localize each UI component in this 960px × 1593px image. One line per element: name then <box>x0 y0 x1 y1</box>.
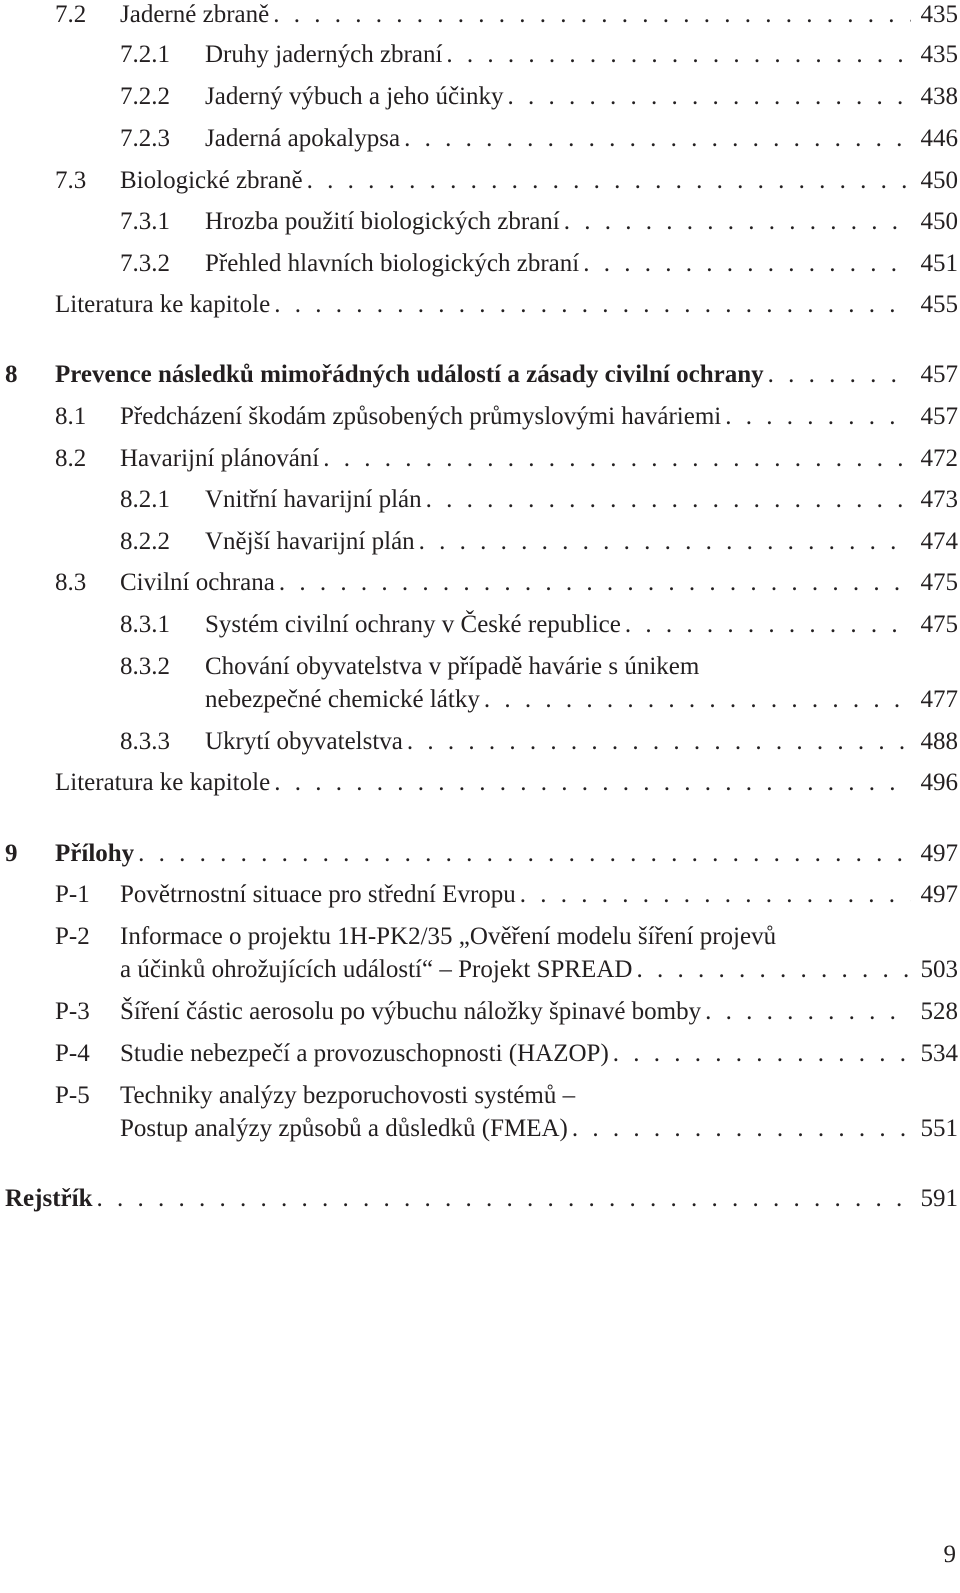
toc-title: Systém civilní ochrany v České republice <box>205 611 621 638</box>
toc-title: Jaderný výbuch a jeho účinky <box>205 83 504 110</box>
dot-leader <box>632 953 910 986</box>
toc-page: 450 <box>920 167 958 194</box>
dot-leader <box>275 566 911 599</box>
dot-leader <box>270 288 910 321</box>
toc-page: 450 <box>920 208 958 235</box>
dot-leader <box>568 1112 911 1145</box>
toc-number: 8.3.1 <box>120 611 170 638</box>
toc-number: 7.3.1 <box>120 208 170 235</box>
toc-number: 8.3.2 <box>120 653 170 680</box>
toc-title: Povětrnostní situace pro střední Evropu <box>120 881 516 908</box>
page-number: 9 <box>943 1541 956 1568</box>
dot-leader <box>516 878 911 911</box>
toc-title-line1: Informace o projektu 1H-PK2/35 „Ověření modelu šíření projevů <box>120 923 777 950</box>
dot-leader <box>579 247 910 280</box>
toc-number: 7.2.1 <box>120 41 170 68</box>
dot-leader <box>621 608 911 641</box>
toc-title: Prevence následků mimořádných událostí a zásady civilní ochrany <box>55 361 764 388</box>
dot-leader <box>319 442 910 475</box>
toc-title: Civilní ochrana <box>120 569 275 596</box>
toc-title: Druhy jaderných zbraní <box>205 41 443 68</box>
toc-title: Vnější havarijní plán <box>205 528 415 555</box>
dot-leader <box>403 725 911 758</box>
toc-number: 8 <box>5 361 18 388</box>
dot-leader <box>609 1037 911 1070</box>
toc-title: Literatura ke kapitole <box>55 291 271 318</box>
toc-number: 8.1 <box>55 403 87 430</box>
toc-number: P-5 <box>55 1082 90 1109</box>
toc-page: 457 <box>920 403 958 430</box>
toc-title: Šíření částic aerosolu po výbuchu náložky špinavé bomby <box>120 998 702 1025</box>
dot-leader <box>422 483 911 516</box>
toc-title: Havarijní plánování <box>120 445 320 472</box>
toc-page: 446 <box>920 125 958 152</box>
toc-number: P-4 <box>55 1040 90 1067</box>
dot-leader <box>270 766 910 799</box>
dot-leader <box>560 205 911 238</box>
dot-leader <box>415 525 911 558</box>
toc-page: 497 <box>920 881 958 908</box>
toc-entry-p2[interactable] <box>0 920 960 995</box>
toc-title: Literatura ke kapitole <box>55 769 271 796</box>
dot-leader <box>134 837 910 870</box>
toc-title: Hrozba použití biologických zbraní <box>205 208 560 235</box>
toc-page: 474 <box>920 528 958 555</box>
dot-leader <box>764 358 911 391</box>
toc-title: Biologické zbraně <box>120 167 303 194</box>
toc-number: 9 <box>5 840 18 867</box>
toc-page: 473 <box>920 486 958 513</box>
dot-leader <box>504 80 911 113</box>
toc-title: Přehled hlavních biologických zbraní <box>205 250 580 277</box>
toc-entry-p5[interactable] <box>0 1079 960 1154</box>
toc-entry-8-3-2[interactable] <box>0 650 960 725</box>
toc-number: 8.3 <box>55 569 87 596</box>
toc-title: Studie nebezpečí a provozuschopnosti (HAZOP) <box>120 1040 609 1067</box>
toc-number: 7.2 <box>55 1 87 28</box>
dot-leader <box>480 683 911 716</box>
toc-title: Jaderná apokalypsa <box>205 125 401 152</box>
toc-page: 528 <box>920 998 958 1025</box>
dot-leader <box>701 995 910 1028</box>
toc-title: Jaderné zbraně <box>120 1 270 28</box>
toc-number: 7.3 <box>55 167 87 194</box>
toc-title-line1: Chování obyvatelstva v případě havárie s únikem <box>205 653 700 680</box>
toc-number: 7.2.2 <box>120 83 170 110</box>
toc-page: 488 <box>920 728 958 755</box>
toc-page: 534 <box>920 1040 958 1067</box>
toc-page: 551 <box>920 1115 958 1142</box>
toc-number: 8.2 <box>55 445 87 472</box>
toc-title: Ukrytí obyvatelstva <box>205 728 403 755</box>
toc-page: 475 <box>920 611 958 638</box>
toc-page: 455 <box>920 291 958 318</box>
toc-title: Přílohy <box>55 840 135 867</box>
toc-page: 457 <box>920 361 958 388</box>
toc-title: Vnitřní havarijní plán <box>205 486 422 513</box>
dot-leader <box>92 1182 910 1215</box>
toc-page: 503 <box>920 956 958 983</box>
toc-number: P-3 <box>55 998 90 1025</box>
toc-page: 451 <box>920 250 958 277</box>
toc-title: Rejstřík <box>5 1185 93 1212</box>
toc-page: 496 <box>920 769 958 796</box>
toc-number: P-2 <box>55 923 90 950</box>
toc-number: 8.2.2 <box>120 528 170 555</box>
toc-title: Předcházení škodám způsobených průmyslovými haváriemi <box>120 403 722 430</box>
toc-number: 8.3.3 <box>120 728 170 755</box>
toc-page: 472 <box>920 445 958 472</box>
toc-title-line2: nebezpečné chemické látky <box>205 686 480 713</box>
toc-number: P-1 <box>55 881 90 908</box>
toc-page: 435 <box>920 1 958 28</box>
toc-title-line2: Postup analýzy způsobů a důsledků (FMEA) <box>120 1115 568 1142</box>
dot-leader <box>303 164 911 197</box>
toc-number: 8.2.1 <box>120 486 170 513</box>
toc-page: 497 <box>920 840 958 867</box>
dot-leader <box>721 400 910 433</box>
toc-page: 438 <box>920 83 958 110</box>
toc-page: 475 <box>920 569 958 596</box>
dot-leader <box>400 122 910 155</box>
toc-number: 7.2.3 <box>120 125 170 152</box>
toc-title-line1: Techniky analýzy bezporuchovosti systémů – <box>120 1082 576 1109</box>
toc-page: 477 <box>920 686 958 713</box>
toc-number: 7.3.2 <box>120 250 170 277</box>
toc-title-line2: a účinků ohrožujících událostí“ – Projekt SPREAD <box>120 956 633 983</box>
dot-leader <box>442 38 910 71</box>
toc-page: 591 <box>920 1185 958 1212</box>
dot-leader <box>269 0 910 31</box>
toc-page: 435 <box>920 41 958 68</box>
